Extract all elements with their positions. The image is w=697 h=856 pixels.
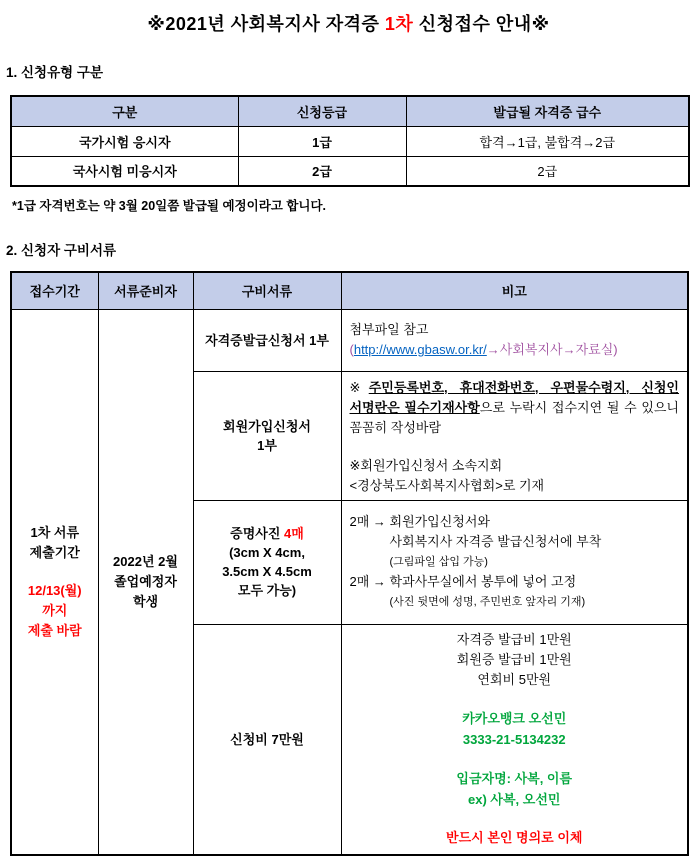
table-row bbox=[11, 156, 689, 186]
deadline-line: 12/13(월) bbox=[27, 582, 82, 598]
table-row-certificate-form bbox=[11, 309, 688, 371]
table-header-row bbox=[11, 96, 689, 126]
row-result: 2급 bbox=[406, 156, 689, 186]
depositor-name-info bbox=[350, 768, 680, 810]
title-suffix: 신청접수 안내※ bbox=[413, 14, 550, 34]
col-header-remarks: 비고 bbox=[341, 272, 688, 309]
remarks-cell bbox=[341, 500, 688, 624]
preparer-line: 학생 bbox=[132, 593, 159, 609]
doc-line: (3cm X 4cm, bbox=[229, 545, 305, 560]
photo-count: 4매 bbox=[284, 526, 304, 541]
submission-period-cell bbox=[11, 309, 98, 855]
remark-link-line bbox=[350, 340, 680, 360]
link-path-text: →사회복지사→자료실) bbox=[486, 342, 618, 357]
remark-line: <경상북도사회복지사협회>로 기재 bbox=[349, 477, 545, 493]
table-row bbox=[11, 126, 689, 156]
table-header-row bbox=[11, 272, 688, 309]
preparer-cell bbox=[98, 309, 193, 855]
doc-line: 1부 bbox=[257, 437, 277, 453]
required-fields-emphasis: 주민등록번호, 휴대전화번호, 우편물수령지, 신청인 서명란은 필수기재사항 bbox=[349, 379, 679, 415]
period-line: 제출기간 bbox=[29, 544, 80, 560]
col-header-period: 접수기간 bbox=[11, 272, 98, 309]
depositor-line: ex) 사복, 오선민 bbox=[468, 792, 561, 808]
document-name-cell: 자격증발급신청서 1부 bbox=[193, 309, 341, 371]
doc-line: 회원가입신청서 bbox=[223, 418, 311, 434]
remark-line: (사진 뒷면에 성명, 주민번호 앞자리 기재) bbox=[389, 596, 586, 608]
remarks-cell bbox=[341, 371, 688, 500]
depositor-line: 입금자명: 사복, 이름 bbox=[456, 771, 573, 787]
required-fields-paragraph bbox=[350, 378, 680, 438]
section2-heading: 2. 신청자 구비서류 bbox=[6, 243, 117, 258]
spacer bbox=[12, 563, 98, 581]
remarks-cell bbox=[341, 624, 688, 855]
transfer-warning: 반드시 본인 명의로 이체 bbox=[446, 830, 583, 846]
required-documents-table bbox=[10, 271, 689, 856]
application-type-table bbox=[10, 95, 690, 187]
remark-line: 사회복지사 자격증 발급신청서에 부착 bbox=[389, 534, 602, 549]
col-header-grade: 신청등급 bbox=[238, 96, 406, 126]
col-header-documents: 구비서류 bbox=[193, 272, 341, 309]
deadline-line: 까지 bbox=[42, 602, 68, 618]
document-name-cell: 신청비 7만원 bbox=[193, 624, 341, 855]
doc-line: 3.5cm X 4.5cm bbox=[222, 564, 312, 579]
photo-label: 증명사진 bbox=[230, 526, 285, 541]
col-header-preparer: 서류준비자 bbox=[98, 272, 193, 309]
remark-line: ※회원가입신청서 소속지회 bbox=[349, 457, 503, 473]
association-website-link[interactable]: http://www.gbasw.or.kr/ bbox=[353, 342, 487, 357]
row-result: 합격→1급, 불합격→2급 bbox=[406, 126, 689, 156]
fee-breakdown bbox=[350, 630, 680, 690]
remarks-cell bbox=[341, 309, 688, 371]
section1-heading: 1. 신청유형 구분 bbox=[6, 65, 104, 80]
row-type: 국사시험 미응시자 bbox=[11, 156, 238, 186]
fee-line: 회원증 발급비 1만원 bbox=[456, 652, 572, 668]
fee-line: 연회비 5만원 bbox=[477, 672, 552, 688]
bank-account-info bbox=[350, 708, 680, 750]
spacer bbox=[350, 438, 680, 456]
remark-line: 2매 → 회원가입신청서와 bbox=[349, 514, 490, 529]
title-highlight: 1차 bbox=[384, 14, 414, 34]
document-name-cell bbox=[193, 500, 341, 624]
remark-line: (그림파일 삽입 가능) bbox=[389, 556, 488, 568]
section1-footnote: *1급 자격번호는 약 3월 20일쯤 발급될 예정이라고 합니다. bbox=[12, 199, 327, 213]
bank-account-number: 3333-21-5134232 bbox=[462, 732, 566, 748]
col-header-category: 구분 bbox=[11, 96, 238, 126]
row-grade: 1급 bbox=[238, 126, 406, 156]
remark-line: 첨부파일 참고 bbox=[349, 322, 429, 337]
fee-line: 자격증 발급비 1만원 bbox=[456, 632, 572, 648]
document-name-cell bbox=[193, 371, 341, 500]
bank-account-name: 카카오뱅크 오선민 bbox=[462, 711, 567, 727]
remark-line: 2매 → 학과사무실에서 봉투에 넣어 고정 bbox=[349, 574, 577, 589]
link-open-paren: ( bbox=[349, 342, 354, 357]
row-type: 국가시험 응시자 bbox=[11, 126, 238, 156]
col-header-issued-grade: 발급될 자격증 급수 bbox=[406, 96, 689, 126]
doc-line bbox=[194, 524, 341, 543]
deadline-line: 제출 바람 bbox=[27, 622, 82, 638]
reference-mark: ※ bbox=[349, 379, 369, 395]
page-title bbox=[0, 10, 697, 36]
row-grade: 2급 bbox=[238, 156, 406, 186]
required-fields-rest: 으로 누락시 접수지연 될 수 있으니 꼼꼼히 작성바람 bbox=[349, 399, 679, 435]
period-line: 1차 서류 bbox=[30, 524, 80, 540]
doc-line: 모두 가능) bbox=[237, 583, 297, 598]
preparer-line: 2022년 2월 bbox=[113, 553, 178, 569]
preparer-line: 졸업예정자 bbox=[114, 573, 177, 589]
title-prefix: ※2021년 사회복지사 자격증 bbox=[147, 14, 385, 34]
